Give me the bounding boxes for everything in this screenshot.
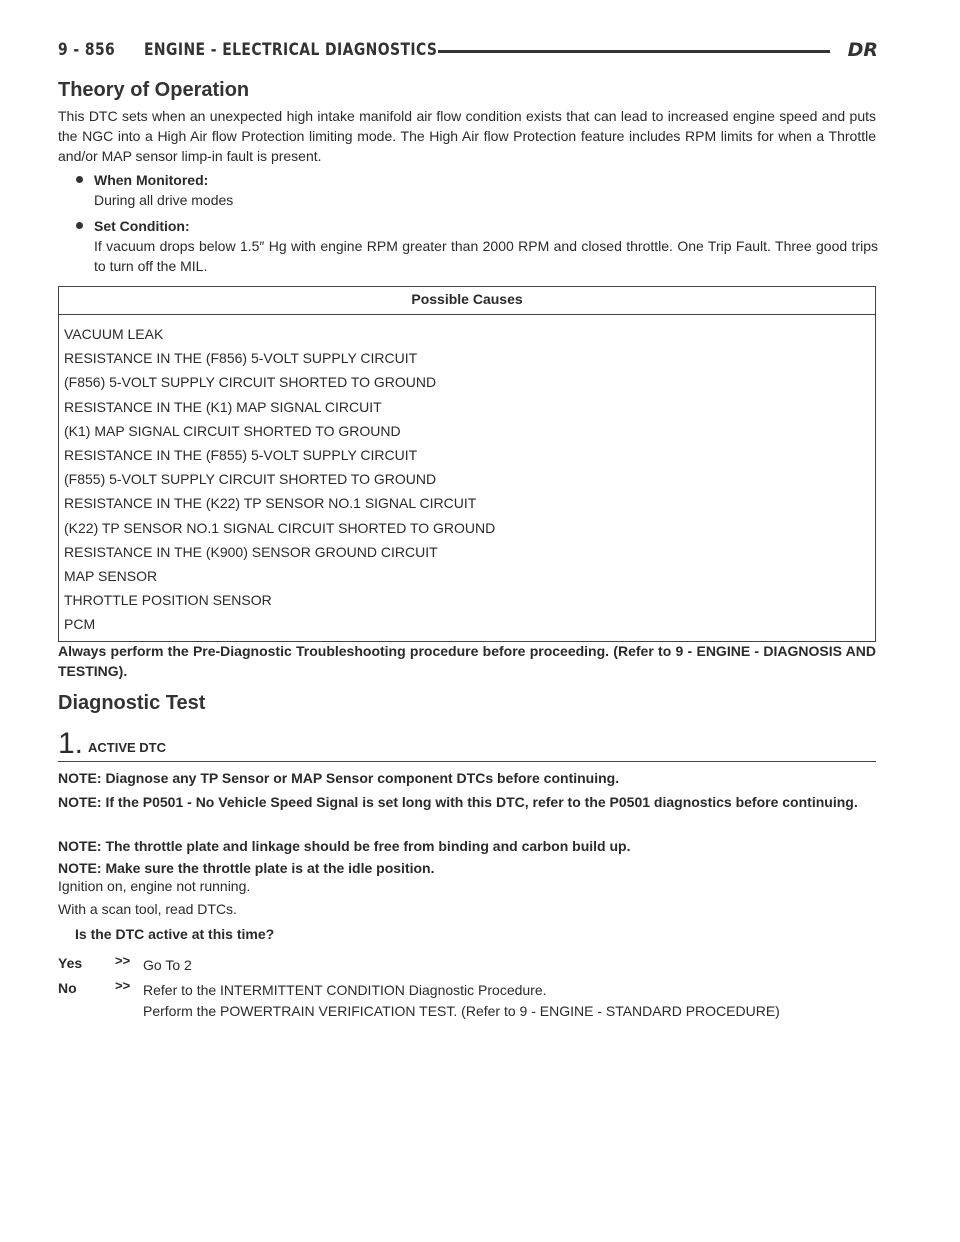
page-number: 9 - 856	[58, 40, 116, 60]
theory-heading: Theory of Operation	[58, 79, 250, 101]
cause-item: RESISTANCE IN THE (F855) 5-VOLT SUPPLY CIRCUIT	[64, 446, 418, 463]
bullet-label: When Monitored:	[94, 172, 209, 188]
cause-item: (F855) 5-VOLT SUPPLY CIRCUIT SHORTED TO GROUND	[64, 471, 437, 488]
theory-paragraph: This DTC sets when an unexpected high intake manifold air flow condition exists that can lead to increased engine speed and puts the NGC into a High Air flow Protection limiting mode. The High Air flow Protection feature includes RPM limits for when a Throttle and/or MAP sensor limp-in fault is present.	[58, 108, 876, 164]
step-header	[58, 729, 876, 762]
bullet-dot	[76, 222, 83, 229]
cause-item: VACUUM LEAK	[64, 326, 164, 342]
answer-no-text: Perform the POWERTRAIN VERIFICATION TEST. (Refer to 9 - ENGINE - STANDARD PROCEDURE)	[143, 1003, 780, 1019]
step-note: NOTE: Diagnose any TP Sensor or MAP Sensor component DTCs before continuing.	[58, 770, 620, 786]
cause-item: MAP SENSOR	[64, 567, 158, 584]
possible-causes-heading: Possible Causes	[59, 287, 875, 315]
possible-causes-list	[59, 315, 875, 641]
step-number: 1.	[58, 727, 84, 760]
bullet-text: If vacuum drops below 1.5″ Hg with engine RPM greater than 2000 RPM and closed throttle. One Trip Fault. Three good trips to turn off the MIL.	[94, 238, 878, 274]
pre-diagnostic-note: Always perform the Pre-Diagnostic Troubleshooting procedure before proceeding. (Refer to 9 - ENGINE - DIAGNOSIS AND TESTING).	[58, 643, 876, 679]
step-title: ACTIVE DTC	[88, 740, 166, 755]
step-question: Is the DTC active at this time?	[75, 926, 275, 942]
page-header	[58, 40, 878, 64]
cause-item: RESISTANCE IN THE (K22) TP SENSOR NO.1 SIGNAL CIRCUIT	[64, 495, 477, 512]
answer-yes-label: Yes	[58, 955, 83, 971]
step-note: NOTE: If the P0501 - No Vehicle Speed Signal is set long with this DTC, refer to the P0501 diagnostics before continuing.	[58, 794, 858, 810]
instruction-text: With a scan tool, read DTCs.	[58, 901, 237, 917]
answer-no-label: No	[58, 980, 77, 996]
cause-item: PCM	[64, 616, 96, 633]
possible-causes-table	[58, 286, 876, 642]
theory-bullets	[72, 170, 878, 282]
step-note: NOTE: The throttle plate and linkage should be free from binding and carbon build up.	[58, 838, 631, 854]
cause-item: THROTTLE POSITION SENSOR	[64, 592, 272, 609]
answer-no-arrow: >>	[115, 978, 131, 993]
bullet-dot	[76, 176, 83, 183]
cause-item: (K22) TP SENSOR NO.1 SIGNAL CIRCUIT SHORTED TO GROUND	[64, 519, 496, 536]
cause-item: RESISTANCE IN THE (K1) MAP SIGNAL CIRCUIT	[64, 398, 382, 415]
bullet-when-monitored	[72, 170, 878, 210]
answer-yes-arrow: >>	[115, 953, 131, 968]
bullet-set-condition	[72, 216, 878, 276]
section-title: ENGINE - ELECTRICAL DIAGNOSTICS	[144, 40, 438, 60]
bullet-label: Set Condition:	[94, 218, 190, 234]
step-note: NOTE: Make sure the throttle plate is at the idle position.	[58, 860, 435, 876]
cause-item: (F856) 5-VOLT SUPPLY CIRCUIT SHORTED TO GROUND	[64, 374, 437, 391]
cause-item: (K1) MAP SIGNAL CIRCUIT SHORTED TO GROUND	[64, 422, 401, 439]
answer-no-text: Refer to the INTERMITTENT CONDITION Diagnostic Procedure.	[143, 982, 547, 998]
answer-yes-text: Go To 2	[143, 957, 192, 973]
instruction-text: Ignition on, engine not running.	[58, 878, 251, 894]
diagnostic-heading: Diagnostic Test	[58, 692, 206, 714]
cause-item: RESISTANCE IN THE (K900) SENSOR GROUND CIRCUIT	[64, 543, 438, 560]
header-rule	[438, 50, 830, 53]
cause-item: RESISTANCE IN THE (F856) 5-VOLT SUPPLY CIRCUIT	[64, 350, 418, 367]
model-code: DR	[847, 39, 878, 61]
bullet-text: During all drive modes	[94, 192, 234, 208]
